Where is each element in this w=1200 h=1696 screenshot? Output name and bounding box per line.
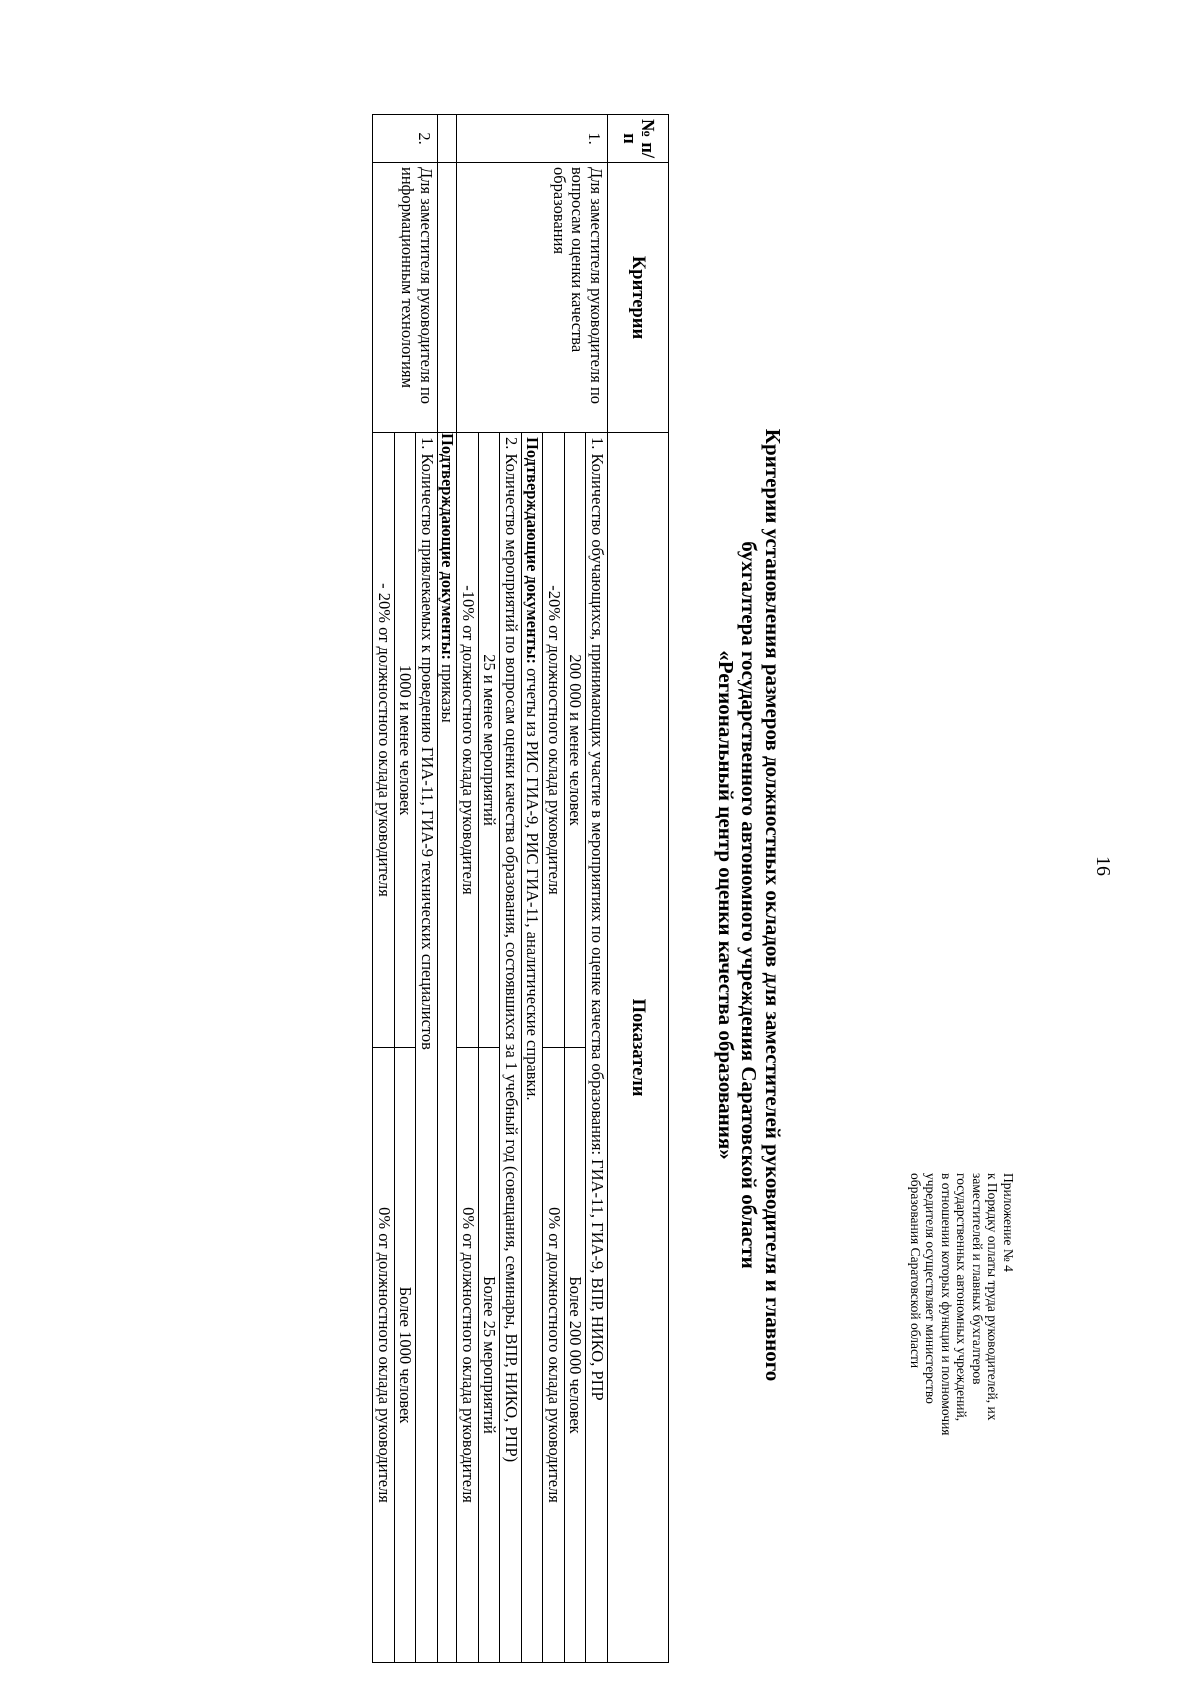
- supporting-documents-text: отчеты из РИС ГИА-9, РИС ГИА-11, аналитические справки.: [523, 663, 543, 1101]
- appendix-note: [908, 1173, 1017, 1613]
- indicator-values: [458, 433, 480, 1662]
- appendix-line: к Порядку оплаты труда руководителей, их: [985, 1173, 1001, 1421]
- row-criteria: Для заместителя руководителя по вопросам оценки качества образования: [457, 163, 608, 433]
- value-low: -20% от должностного оклада руководителя: [544, 433, 565, 1048]
- indicator-text: 1. Количество привлекаемых к проведению ГИА-11, ГИА-9 технических специалистов: [418, 437, 437, 1050]
- header-indicators: Показатели: [608, 433, 669, 1663]
- row-criteria: Для заместителя руководителя по информационным технологиям: [373, 163, 438, 433]
- criteria-table: [373, 114, 670, 1663]
- indicator-text: 2. Количество мероприятий по вопросам оценки качества образования, состоявшихся за 1 учебный год (совещания, семинары, ВПР, НИКО, РПР): [501, 433, 523, 1662]
- table-row: [373, 115, 438, 1663]
- threshold-low: 200 000 и менее человек: [565, 433, 586, 1048]
- supporting-documents-text: приказы: [438, 659, 458, 723]
- value-low: -10% от должностного оклада руководителя: [458, 433, 479, 1048]
- appendix-line: заместителей и главных бухгалтеров: [970, 1173, 985, 1385]
- appendix-line: образования Саратовской области: [908, 1173, 923, 1369]
- value-high: 0% от должностного оклада руководителя: [375, 1207, 394, 1503]
- empty-cell: [438, 163, 458, 433]
- title-line-1: Критерии установления размеров должностных окладов для заместителей руководителя и главного: [761, 428, 785, 1382]
- supporting-documents-label: Подтверждающие документы:: [523, 437, 543, 664]
- threshold-high: Более 200 000 человек: [566, 1276, 586, 1434]
- threshold-low: 1000 и менее человек: [395, 433, 416, 1048]
- appendix-line: в отношении которых функции и полномочия: [939, 1173, 954, 1436]
- threshold-high: Более 1000 человек: [396, 1286, 416, 1424]
- threshold-low: 25 и менее мероприятий: [479, 433, 500, 1048]
- indicator-thresholds: [565, 433, 587, 1662]
- indicator-thresholds: [395, 433, 417, 1662]
- appendix-line: учредителя осуществляет министерство: [923, 1173, 939, 1404]
- value-high: 0% от должностного оклада руководителя: [545, 1207, 564, 1503]
- row-number: 1.: [457, 115, 608, 163]
- indicator-values: [544, 433, 566, 1662]
- indicator-thresholds: [479, 433, 501, 1662]
- page-number: 16: [1092, 856, 1114, 876]
- supporting-documents: [522, 433, 544, 1662]
- document-title: [714, 240, 785, 1570]
- indicator-text: 1. Количество обучающихся, принимающих участие в мероприятиях по оценке качества образования: ГИА-11, ГИА-9, ВПР, НИКО, РПР: [588, 437, 607, 1401]
- value-low: - 20% от должностного оклада руководителя: [374, 433, 395, 1048]
- table-header-row: [608, 115, 669, 1663]
- appendix-line: государственных автономных учреждений,: [954, 1173, 970, 1422]
- title-line-3: «Региональный центр оценки качества образования»: [714, 650, 738, 1160]
- row-number: 2.: [373, 115, 438, 163]
- title-line-2: бухгалтера государственного автономного учреждения Саратовской области: [737, 541, 762, 1269]
- header-num: № п/п: [608, 115, 669, 163]
- appendix-line: Приложение № 4: [1001, 1173, 1016, 1272]
- table-row: [457, 115, 608, 1663]
- indicator-values: [374, 433, 396, 1662]
- table-row-proof: [438, 115, 458, 1663]
- supporting-documents: [438, 433, 458, 1663]
- supporting-documents-label: Подтверждающие документы:: [438, 433, 458, 660]
- empty-cell: [438, 115, 458, 163]
- row-indicators: [373, 433, 438, 1663]
- header-criteria: Критерии: [608, 163, 669, 433]
- value-high: 0% от должностного оклада руководителя: [459, 1207, 478, 1503]
- threshold-high: Более 25 мероприятий: [480, 1276, 500, 1434]
- row-indicators: [457, 433, 608, 1663]
